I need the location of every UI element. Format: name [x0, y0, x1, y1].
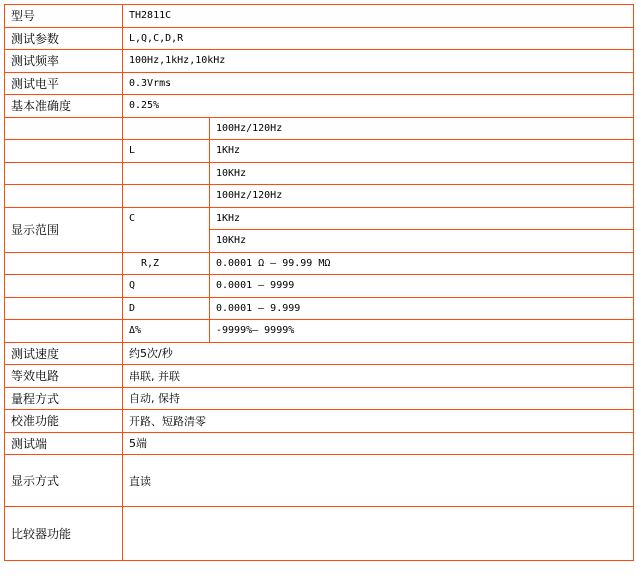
row-label: 测试参数 — [5, 27, 123, 50]
table-row — [5, 507, 634, 561]
table-row — [5, 455, 634, 507]
freq-cell: 1KHz — [210, 207, 634, 230]
row-value: 约5次/秒 — [123, 342, 634, 365]
table-row — [5, 252, 634, 275]
row-value — [123, 507, 634, 561]
table-row — [5, 95, 634, 118]
table-row — [5, 320, 634, 343]
table-row — [5, 5, 634, 28]
row-value: 5端 — [123, 432, 634, 455]
table-row — [5, 365, 634, 388]
table-row — [5, 410, 634, 433]
table-row — [5, 185, 634, 208]
freq-cell: 10KHz — [210, 162, 634, 185]
range-value: 0.0001 — 9999 — [210, 275, 634, 298]
param-name: R,Z — [123, 252, 210, 275]
row-label: 等效电路 — [5, 365, 123, 388]
table-row — [5, 140, 634, 163]
freq-cell: 1KHz — [210, 140, 634, 163]
table-row — [5, 207, 634, 230]
table-row — [5, 117, 634, 140]
param-name: Δ% — [123, 320, 210, 343]
param-name: C — [123, 207, 210, 252]
param-name: L — [123, 140, 210, 163]
row-label: 显示方式 — [5, 455, 123, 507]
row-value: 自动, 保持 — [123, 387, 634, 410]
row-label: 测试电平 — [5, 72, 123, 95]
range-value: 0.0001 — 9.999 — [210, 297, 634, 320]
row-label: 量程方式 — [5, 387, 123, 410]
table-row — [5, 72, 634, 95]
row-label: 测试频率 — [5, 50, 123, 73]
range-value: 0.0001 Ω — 99.99 MΩ — [210, 252, 634, 275]
table-row — [5, 297, 634, 320]
table-row — [5, 162, 634, 185]
row-value: TH2811C — [123, 5, 634, 28]
row-label: 测试速度 — [5, 342, 123, 365]
row-label: 型号 — [5, 5, 123, 28]
table-row — [5, 27, 634, 50]
row-label: 基本准确度 — [5, 95, 123, 118]
param-name: D — [123, 297, 210, 320]
range-value: -9999%— 9999% — [210, 320, 634, 343]
row-value: 直读 — [123, 455, 634, 507]
row-value: L,Q,C,D,R — [123, 27, 634, 50]
param-name: Q — [123, 275, 210, 298]
table-row — [5, 387, 634, 410]
row-value: 0.3Vrms — [123, 72, 634, 95]
table-row — [5, 432, 634, 455]
range-label: 显示范围 — [5, 207, 123, 252]
table-row — [5, 50, 634, 73]
row-value: 100Hz,1kHz,10kHz — [123, 50, 634, 73]
table-row — [5, 275, 634, 298]
spec-table — [4, 4, 634, 561]
row-value: 开路、短路清零 — [123, 410, 634, 433]
table-row — [5, 342, 634, 365]
row-label: 测试端 — [5, 432, 123, 455]
row-label: 校准功能 — [5, 410, 123, 433]
freq-cell: 10KHz — [210, 230, 634, 253]
row-label: 比较器功能 — [5, 507, 123, 561]
row-value: 0.25% — [123, 95, 634, 118]
row-value: 串联, 并联 — [123, 365, 634, 388]
freq-cell: 100Hz/120Hz — [210, 185, 634, 208]
freq-cell: 100Hz/120Hz — [210, 117, 634, 140]
